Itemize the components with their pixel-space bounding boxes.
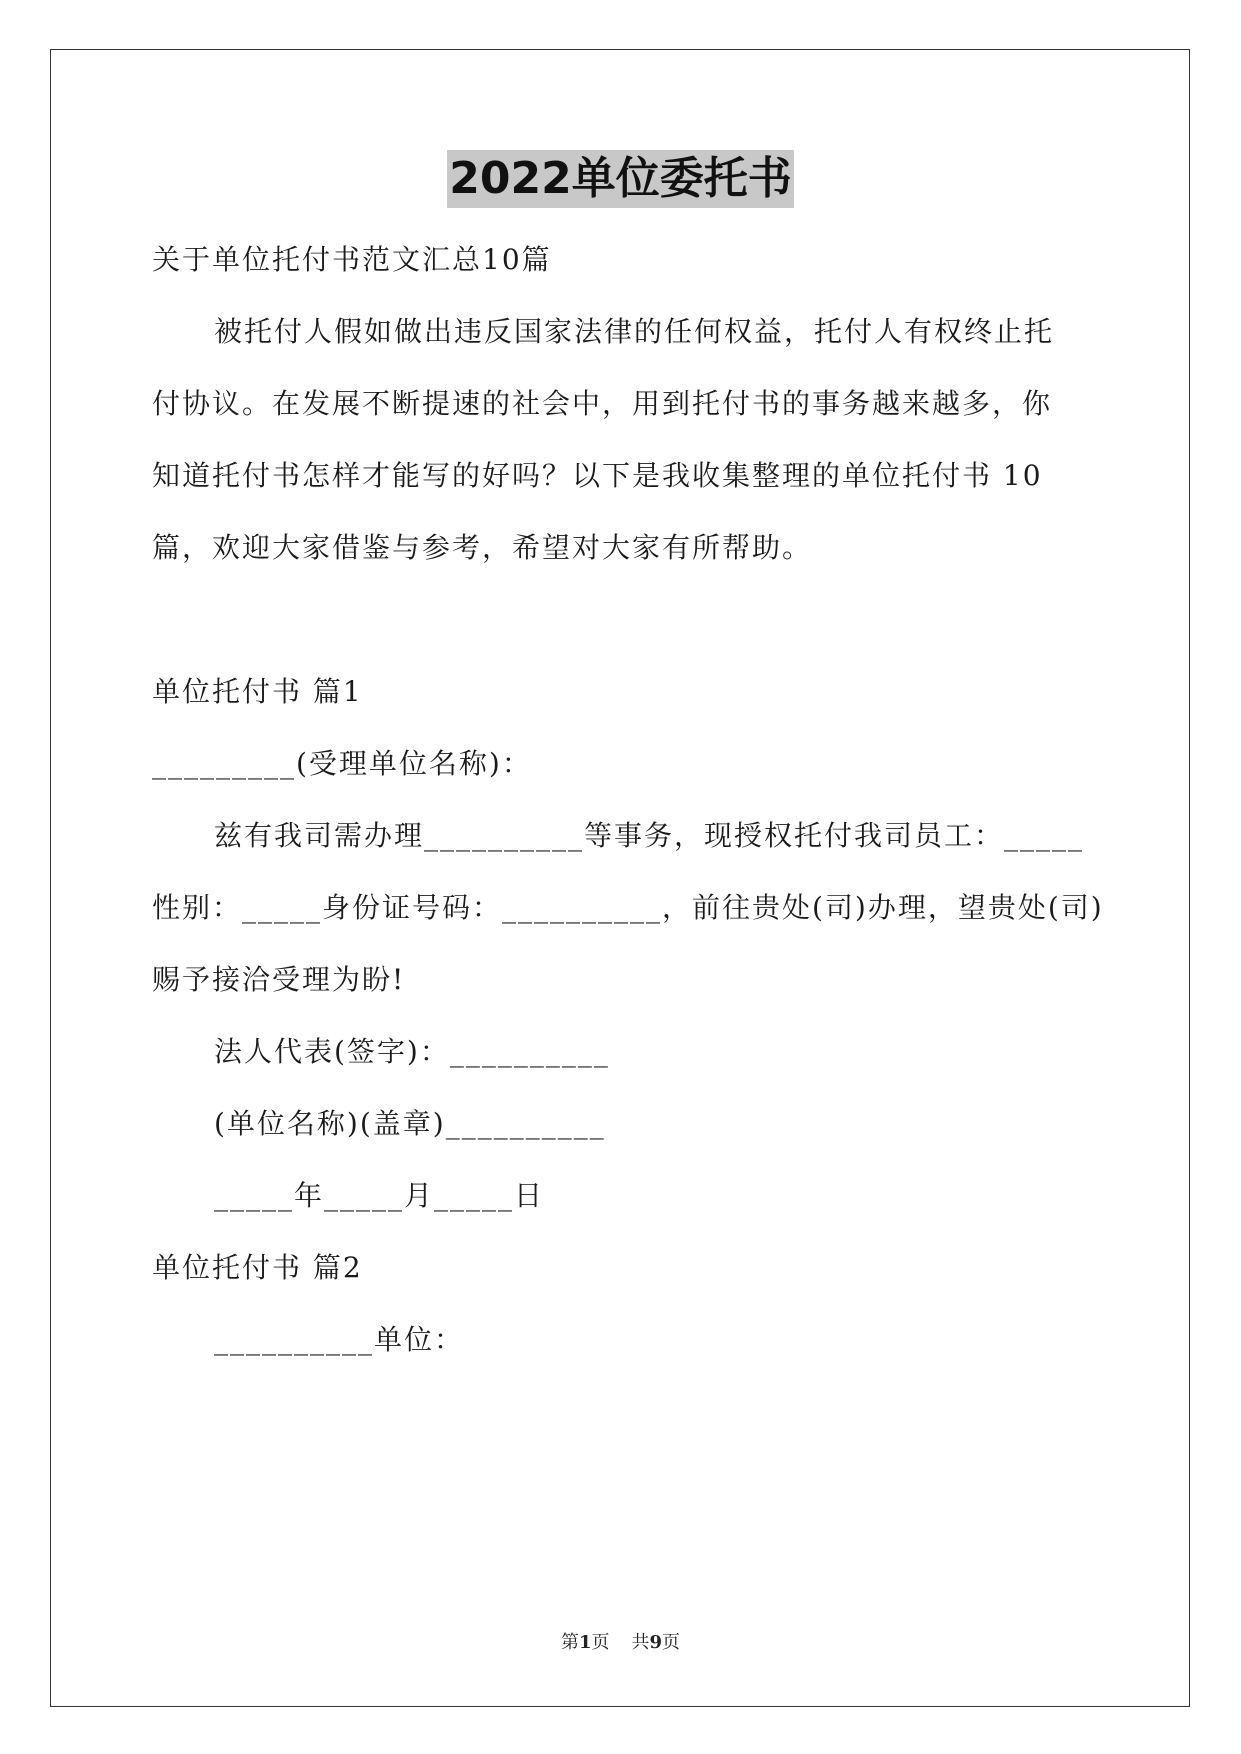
intro-line-2: 付协议。在发展不断提速的社会中，用到托付书的事务越来越多，你 [152,387,1053,420]
footer-total-suffix: 页 [662,1632,681,1653]
page-footer [0,1628,1241,1654]
document-title: 2022单位委托书 [447,150,793,208]
title-container [0,150,1241,208]
section1-body-line-3: 赐予接洽受理为盼! [152,963,406,996]
section1-body-line-2: 性别：_____身份证号码：__________，前往贵处(司)办理，望贵处(司) [152,891,1104,924]
section2-unit-line: __________单位： [214,1323,465,1356]
intro-line-3: 知道托付书怎样才能写的好吗？以下是我收集整理的单位托付书 10 [152,459,1043,492]
footer-page-mid: 页 [591,1632,610,1653]
footer-page-current: 1 [578,1632,592,1653]
footer-page-total: 9 [649,1632,663,1653]
section2-heading: 单位托付书 篇2 [152,1251,363,1284]
footer-total-prefix: 共 [631,1632,650,1653]
section1-recipient: _________(受理单位名称)： [152,747,532,780]
section1-heading: 单位托付书 篇1 [152,675,363,708]
section1-date: _____年_____月_____日 [214,1179,545,1212]
intro-line-1: 被托付人假如做出违反国家法律的任何权益，托付人有权终止托 [214,315,1055,348]
page-border [50,49,1190,1707]
intro-line-4: 篇，欢迎大家借鉴与参考，希望对大家有所帮助。 [152,531,813,564]
section1-body-line-1: 兹有我司需办理__________等事务，现授权托付我司员工：_____ [214,819,1085,852]
section1-legal-rep: 法人代表(签字)：__________ [214,1035,610,1068]
footer-page-prefix: 第 [560,1632,579,1653]
section1-unit-seal: (单位名称)(盖章)__________ [214,1107,606,1140]
document-subtitle: 关于单位托付书范文汇总10篇 [152,243,552,276]
